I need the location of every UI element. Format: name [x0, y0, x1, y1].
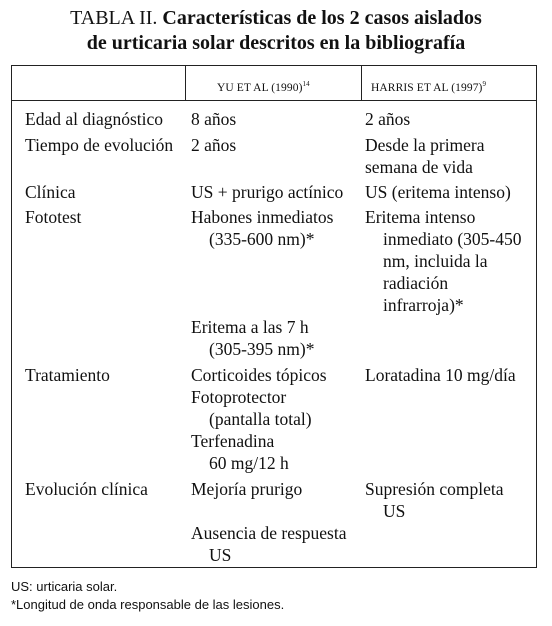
- footnote-abbreviation: US: urticaria solar.: [11, 579, 118, 594]
- column-divider-1: [185, 65, 186, 101]
- cell-yu-tratamiento: Corticoides tópicos Fotoprotector (pantalla total) Terfenadina 60 mg/12 h: [191, 365, 327, 473]
- row-label-evolucion: Evolución clínica: [25, 479, 148, 499]
- cell-yu-clinica: US + prurigo actínico: [191, 182, 344, 202]
- header-divider: [11, 100, 537, 101]
- row-label-tratamiento: Tratamiento: [25, 365, 110, 385]
- column-header-yu: YU ET AL $(1990)^{14}$: [217, 80, 310, 94]
- column-ref-yu: 14: [302, 80, 310, 88]
- cell-yu-edad: 8 años: [191, 109, 237, 129]
- title-line-2: de urticaria solar descritos en la bibliografía: [86, 32, 466, 54]
- cell-harris-edad: 2 años: [365, 109, 411, 129]
- table-title: [0, 6, 552, 56]
- cell-harris-clinica: US (eritema intenso): [365, 182, 511, 202]
- cell-yu-fototest-b: Eritema a las 7 h (305-395 nm)*: [191, 317, 315, 359]
- cell-yu-evolucion-b: Ausencia de respuesta US: [191, 523, 347, 565]
- cell-harris-tratamiento: Loratadina 10 mg/día: [365, 365, 516, 385]
- table-number: TABLA II.: [70, 7, 158, 29]
- cell-harris-evolucion: Supresión completa US: [365, 479, 504, 521]
- footnote-wavelength: *Longitud de onda responsable de las lesiones.: [11, 597, 285, 612]
- cell-yu-evolucion-a: Mejoría prurigo: [191, 479, 303, 499]
- row-label-tiempo: Tiempo de evolución: [25, 135, 174, 155]
- title-line-1: Características de los 2 casos aislados: [162, 7, 482, 29]
- row-label-edad: Edad al diagnóstico: [25, 109, 164, 129]
- cell-harris-fototest: Eritema intenso inmediato (305-450 nm, incluida la radiación infrarroja)*: [365, 207, 522, 315]
- row-label-fototest: Fototest: [25, 207, 82, 227]
- cell-harris-tiempo: Desde la primera semana de vida: [365, 135, 485, 177]
- column-header-harris: HARRIS ET AL $(1997)^9$: [371, 80, 487, 94]
- row-label-clinica: Clínica: [25, 182, 76, 202]
- column-divider-2: [361, 65, 362, 101]
- cell-yu-tiempo: 2 años: [191, 135, 237, 155]
- column-ref-harris: 9: [482, 80, 487, 88]
- cell-yu-fototest-a: Habones inmediatos (335-600 nm)*: [191, 207, 334, 249]
